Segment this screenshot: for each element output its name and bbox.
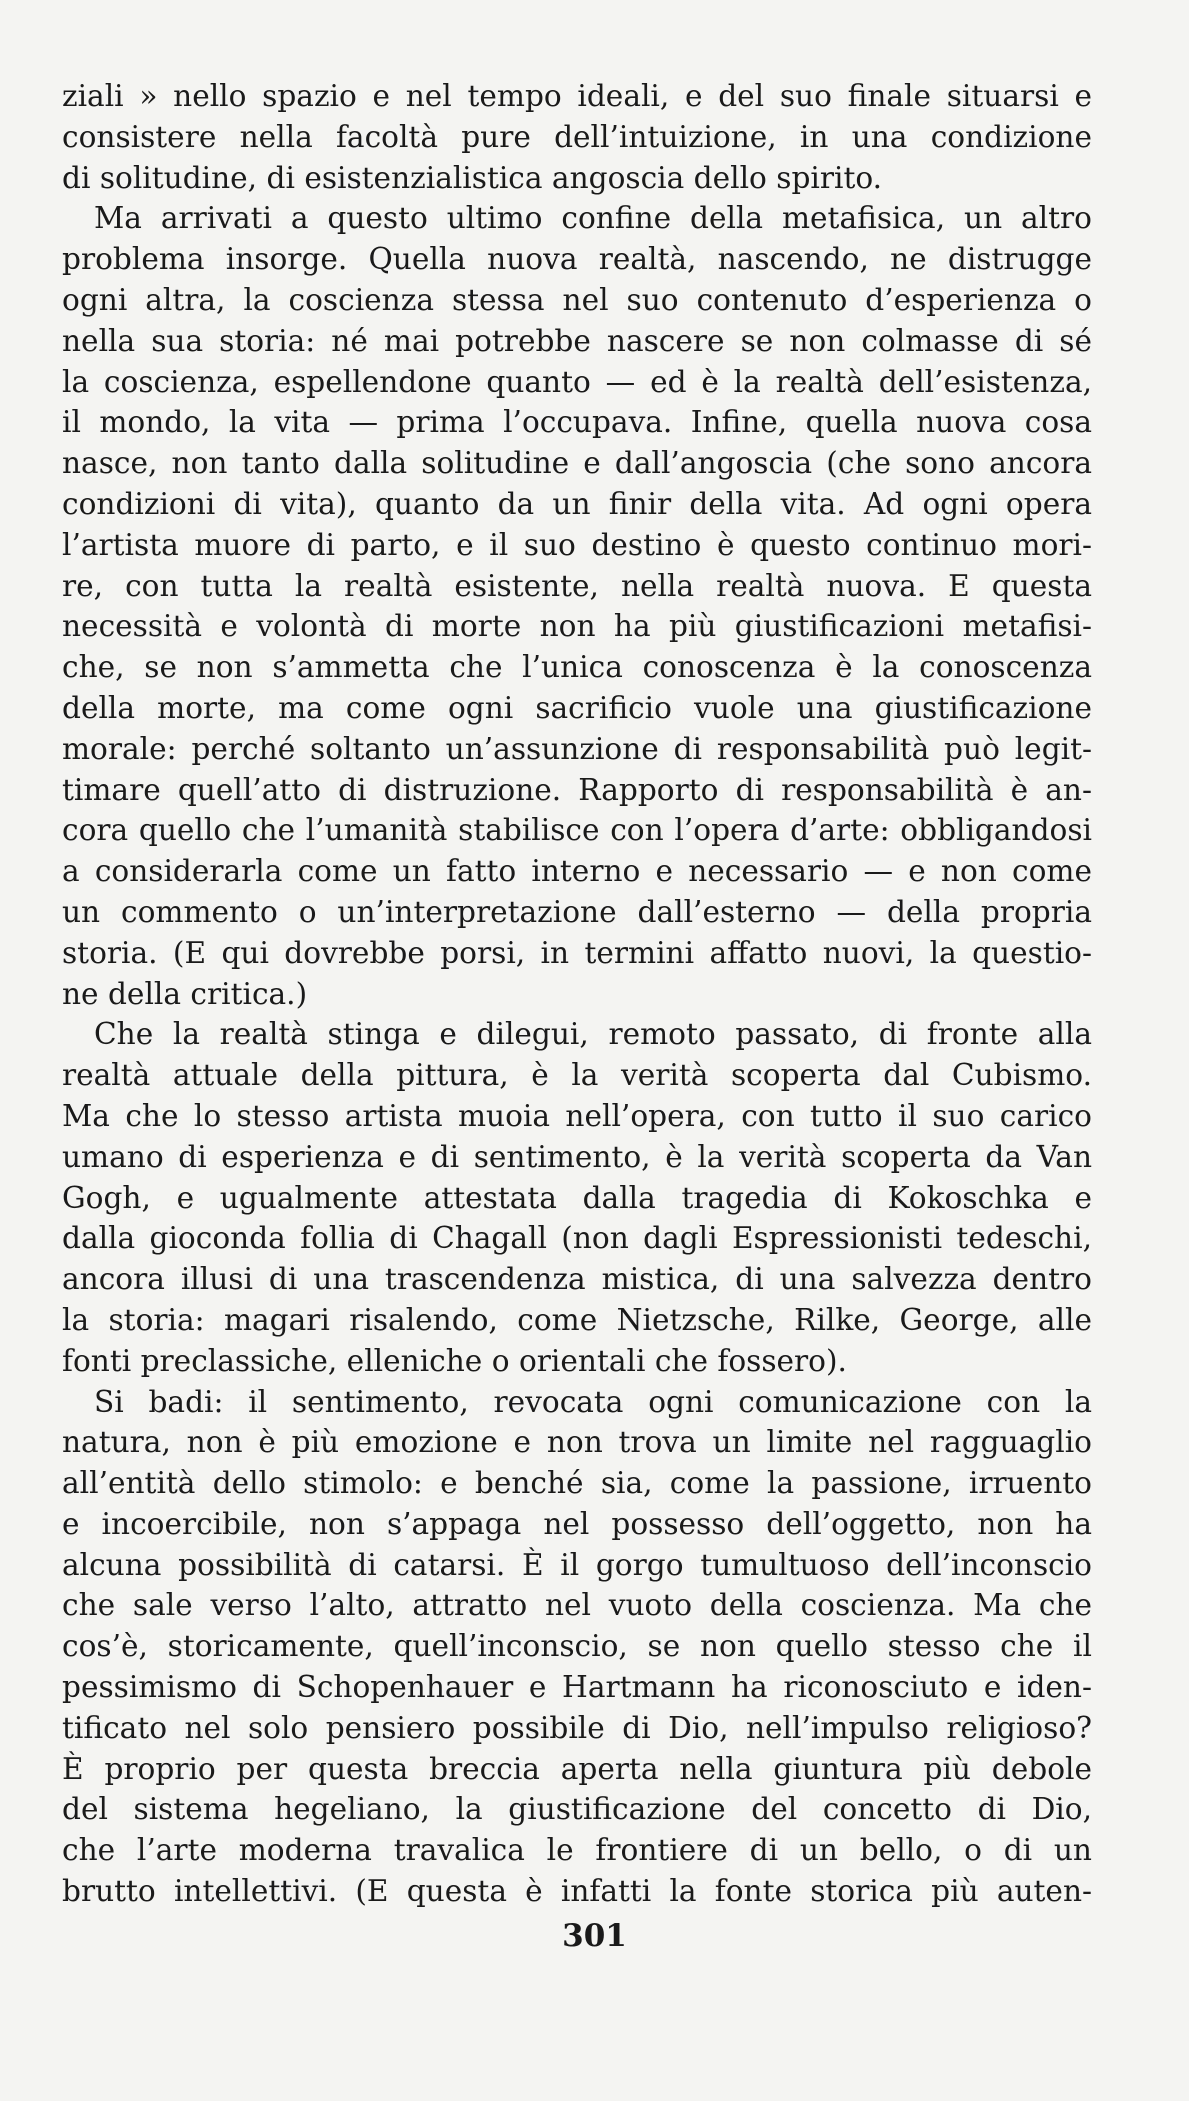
text-line: nasce, non tanto dalla solitudine e dall’angoscia (che sono ancora (62, 446, 1092, 481)
text-line: morale: perché soltanto un’assunzione di responsabilità può legit- (62, 731, 1092, 766)
text-line: la coscienza, espellendone quanto — ed è la realtà dell’esistenza, (62, 364, 1092, 399)
text-line: timare quell’atto di distruzione. Rapporto di responsabilità è an- (62, 772, 1092, 807)
text-line: ancora illusi di una trascendenza mistica, di una salvezza dentro (62, 1262, 1092, 1297)
text-line: che l’arte moderna travalica le frontiere di un bello, o di un (62, 1833, 1092, 1868)
text-line: ziali » nello spazio e nel tempo ideali, e del suo finale situarsi e (62, 79, 1092, 113)
text-line: a considerarla come un fatto interno e necessario — e non come (62, 854, 1092, 889)
text-line: alcuna possibilità di catarsi. È il gorgo tumultuoso dell’inconscio (62, 1547, 1092, 1582)
text-line: È proprio per questa breccia aperta nella giuntura più debole (62, 1751, 1092, 1786)
text-line: re, con tutta la realtà esistente, nella realtà nuova. E questa (62, 568, 1092, 603)
text-line: Ma arrivati a questo ultimo confine della metafisica, un altro (94, 201, 1092, 236)
text-line: ogni altra, la coscienza stessa nel suo contenuto d’esperienza o (62, 282, 1092, 317)
text-line: cos’è, storicamente, quell’inconscio, se non quello stesso che il (62, 1629, 1092, 1664)
text-line: problema insorge. Quella nuova realtà, nascendo, ne distrugge (62, 242, 1092, 277)
text-line: Che la realtà stinga e dilegui, remoto passato, di fronte alla (94, 1017, 1092, 1052)
text-line: realtà attuale della pittura, è la verità scoperta dal Cubismo. (62, 1058, 1092, 1093)
text-line: storia. (E qui dovrebbe porsi, in termini affatto nuovi, la questio- (62, 935, 1092, 970)
text-line: di solitudine, di esistenzialistica angoscia dello spirito. (62, 160, 883, 195)
text-line: pessimismo di Schopenhauer e Hartmann ha riconosciuto e iden- (62, 1670, 1092, 1705)
text-line: che, se non s’ammetta che l’unica conoscenza è la conoscenza (62, 650, 1092, 685)
text-line: Ma che lo stesso artista muoia nell’opera, con tutto il suo carico (62, 1098, 1092, 1133)
text-line: fonti preclassiche, elleniche o orientali che fossero). (62, 1343, 847, 1378)
text-line: del sistema hegeliano, la giustificazione del concetto di Dio, (62, 1792, 1092, 1827)
text-line: ne della critica.) (62, 976, 308, 1011)
text-line: l’artista muore di parto, e il suo destino è questo continuo mori- (62, 527, 1092, 562)
text-line: Si badi: il sentimento, revocata ogni comunicazione con la (94, 1384, 1092, 1419)
text-line: cora quello che l’umanità stabilisce con l’opera d’arte: obbligandosi (62, 813, 1092, 848)
text-line: un commento o un’interpretazione dall’esterno — della propria (62, 894, 1092, 929)
text-line: Gogh, e ugualmente attestata dalla tragedia di Kokoschka e (62, 1180, 1092, 1215)
text-line: nella sua storia: né mai potrebbe nascere se non colmasse di sé (62, 323, 1092, 358)
text-line: brutto intellettivi. (E questa è infatti la fonte storica più auten- (62, 1874, 1092, 1909)
text-line: all’entità dello stimolo: e benché sia, come la passione, irruento (62, 1466, 1092, 1501)
text-line: natura, non è più emozione e non trova un limite nel ragguaglio (62, 1425, 1092, 1460)
text-line: condizioni di vita), quanto da un finir della vita. Ad ogni opera (62, 486, 1092, 521)
text-line: dalla gioconda follia di Chagall (non dagli Espressionisti tedeschi, (62, 1221, 1092, 1256)
text-line: che sale verso l’alto, attratto nel vuoto della coscienza. Ma che (62, 1588, 1092, 1623)
text-line: necessità e volontà di morte non ha più giustificazioni metafisi- (62, 609, 1092, 644)
page-number: 301 (562, 1918, 627, 1954)
text-line: umano di esperienza e di sentimento, è la verità scoperta da Van (62, 1139, 1092, 1174)
text-line: della morte, ma come ogni sacrificio vuole una giustificazione (62, 690, 1092, 725)
text-line: la storia: magari risalendo, come Nietzsche, Rilke, George, alle (62, 1302, 1092, 1337)
text-line: consistere nella facoltà pure dell’intuizione, in una condizione (62, 119, 1092, 154)
text-line: tificato nel solo pensiero possibile di Dio, nell’impulso religioso? (62, 1710, 1092, 1745)
body-text (62, 76, 1092, 1912)
text-line: e incoercibile, non s’appaga nel possesso dell’oggetto, non ha (62, 1506, 1092, 1541)
text-line: il mondo, la vita — prima l’occupava. Infine, quella nuova cosa (62, 405, 1092, 440)
